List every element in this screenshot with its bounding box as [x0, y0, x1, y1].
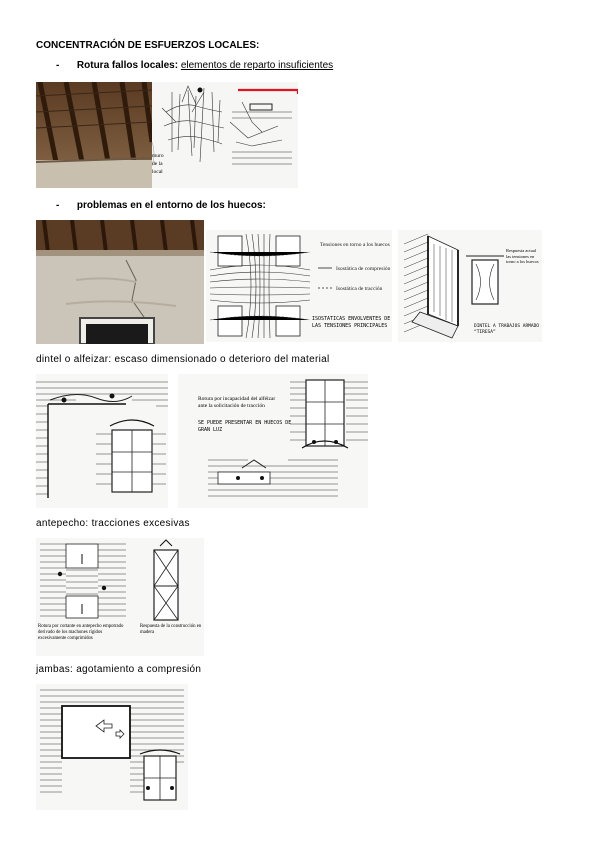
tensiones-legend-comp: Isostática de compresión: [336, 266, 391, 272]
tensiones-legend-trac: Isostática de tracción: [336, 286, 383, 292]
bullet-1: [56, 60, 333, 72]
jamb-compression-sketch: [36, 684, 188, 810]
section-antepecho: antepecho: tracciones excesivas: [36, 518, 190, 529]
bullet-1-link: elementos de reparto insuficientes: [180, 60, 334, 71]
svg-text:Tensiones en torno a los hueco: [320, 242, 390, 248]
alfeizar-note: Rotura por incapacidad del alféizar ante la solicitación de tracción: [198, 396, 276, 409]
roof-beams-photo: [36, 82, 152, 188]
fig1-caption: muro de la local: [152, 153, 164, 175]
cracked-wall-photo: [36, 220, 204, 344]
bullet-1-dash: -: [56, 60, 60, 71]
bullet-2-label: problemas en el entorno de los huecos:: [76, 200, 266, 211]
bullet-1-label: Rotura fallos locales:: [76, 60, 179, 71]
tensiones-title: Tensiones en torno a los huecos: [320, 242, 390, 248]
stress-trajectories-diagram: [206, 230, 392, 342]
parapet-sketch: [36, 538, 204, 656]
tensiones-note: ISOSTATICAS ENVOLVENTES DE LAS TENSIONES PRINCIPALES: [312, 316, 391, 329]
svg-text:Isostática de compresión: [336, 266, 391, 272]
bullet-2: [56, 200, 266, 212]
perspective-label: DINTEL A TRABAJOS ARMADO “TIRESA”: [474, 324, 540, 335]
perspective-note: Respuesta actual las tensiones en torno a los huecos: [506, 248, 539, 264]
antepecho-left-note: Rotura por cortante en antepecho empotrado derivado de los machones rígidos excesivamente comprimidos: [38, 624, 124, 641]
antepecho-right-note: Respuesta de la construcción en madera: [140, 624, 202, 635]
window-perspective-sketch: [398, 230, 542, 342]
bullet-2-dash: -: [56, 200, 60, 211]
local-failure-sketch: [152, 82, 298, 188]
lintel-failure-sketch: [36, 374, 168, 508]
svg-text:Isostática de tracción: [336, 286, 383, 292]
section-dintel: dintel o alfeizar: escaso dimensionado o deterioro del material: [36, 354, 330, 365]
sill-failure-sketch: [178, 374, 368, 508]
alfeizar-hand: SE PUEDE PRESENTAR EN HUECOS DE GRAN LUZ: [198, 420, 292, 433]
section-jambas: jambas: agotamiento a compresión: [36, 664, 202, 675]
page-title: CONCENTRACIÓN DE ESFUERZOS LOCALES:: [36, 40, 260, 51]
